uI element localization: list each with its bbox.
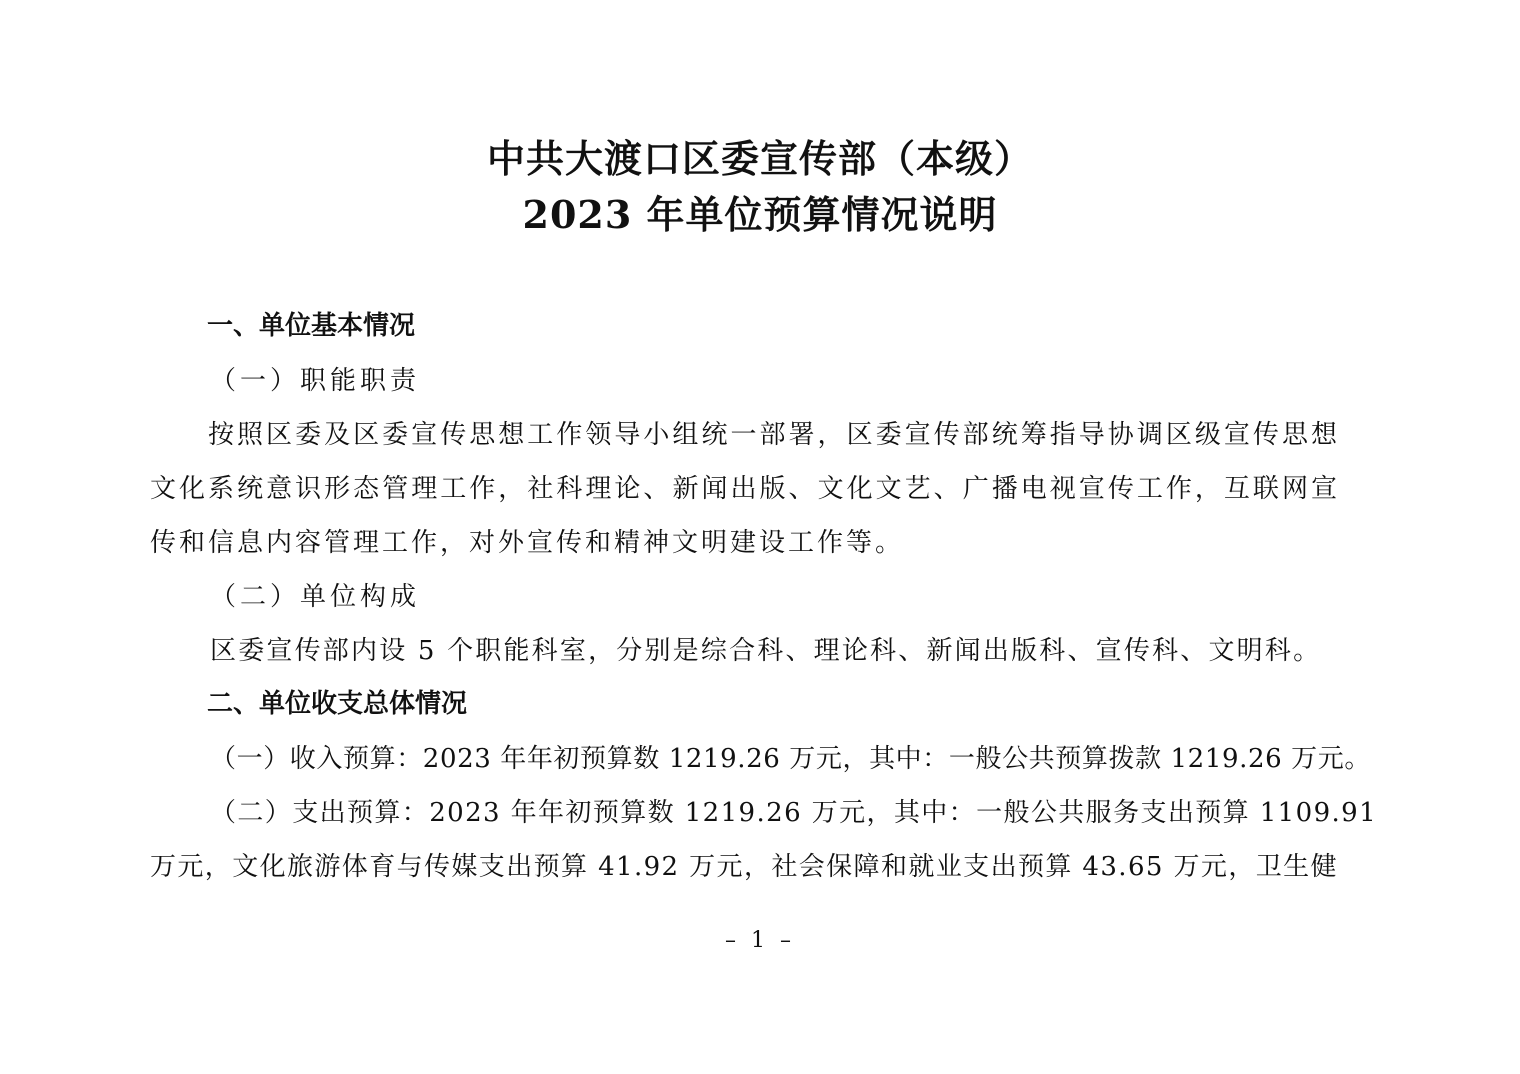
income-budget-paragraph: （一）收入预算：2023 年年初预算数 1219.26 万元，其中：一般公共预算拨款 1219.26 万元。: [210, 744, 1371, 774]
expense-budget-line-2: 万元，文化旅游体育与传媒支出预算 41.92 万元，社会保障和就业支出预算 43.65 万元，卫生健: [150, 852, 1338, 882]
section-1-heading: 一、单位基本情况: [207, 311, 416, 341]
subsection-1-2-paragraph: 区委宣传部内设 5 个职能科室，分别是综合科、理论科、新闻出版科、宣传科、文明科。: [210, 636, 1322, 666]
subsection-1-1-paragraph: 按照区委及区委宣传思想工作领导小组统一部署，区委宣传部统筹指导协调区级宣传思想文化系统意识形态管理工作，社科理论、新闻出版、文化文艺、广播电视宣传工作，互联网宣传和信息内容管理工作，对外宣传和精神文明建设工作等。: [150, 420, 1340, 558]
subsection-1-1-label: （一）职能职责: [210, 366, 421, 396]
expense-budget-line-1: （二）支出预算：2023 年年初预算数 1219.26 万元，其中：一般公共服务支出预算 1109.91: [210, 798, 1378, 828]
section-2-heading: 二、单位收支总体情况: [207, 689, 468, 719]
page-number: – 1 –: [725, 928, 795, 953]
document-title-line-1: 中共大渡口区委宣传部（本级）: [486, 136, 1033, 181]
document-title-line-2: 2023 年单位预算情况说明: [522, 192, 998, 237]
subsection-1-2-label: （二）单位构成: [210, 582, 421, 612]
